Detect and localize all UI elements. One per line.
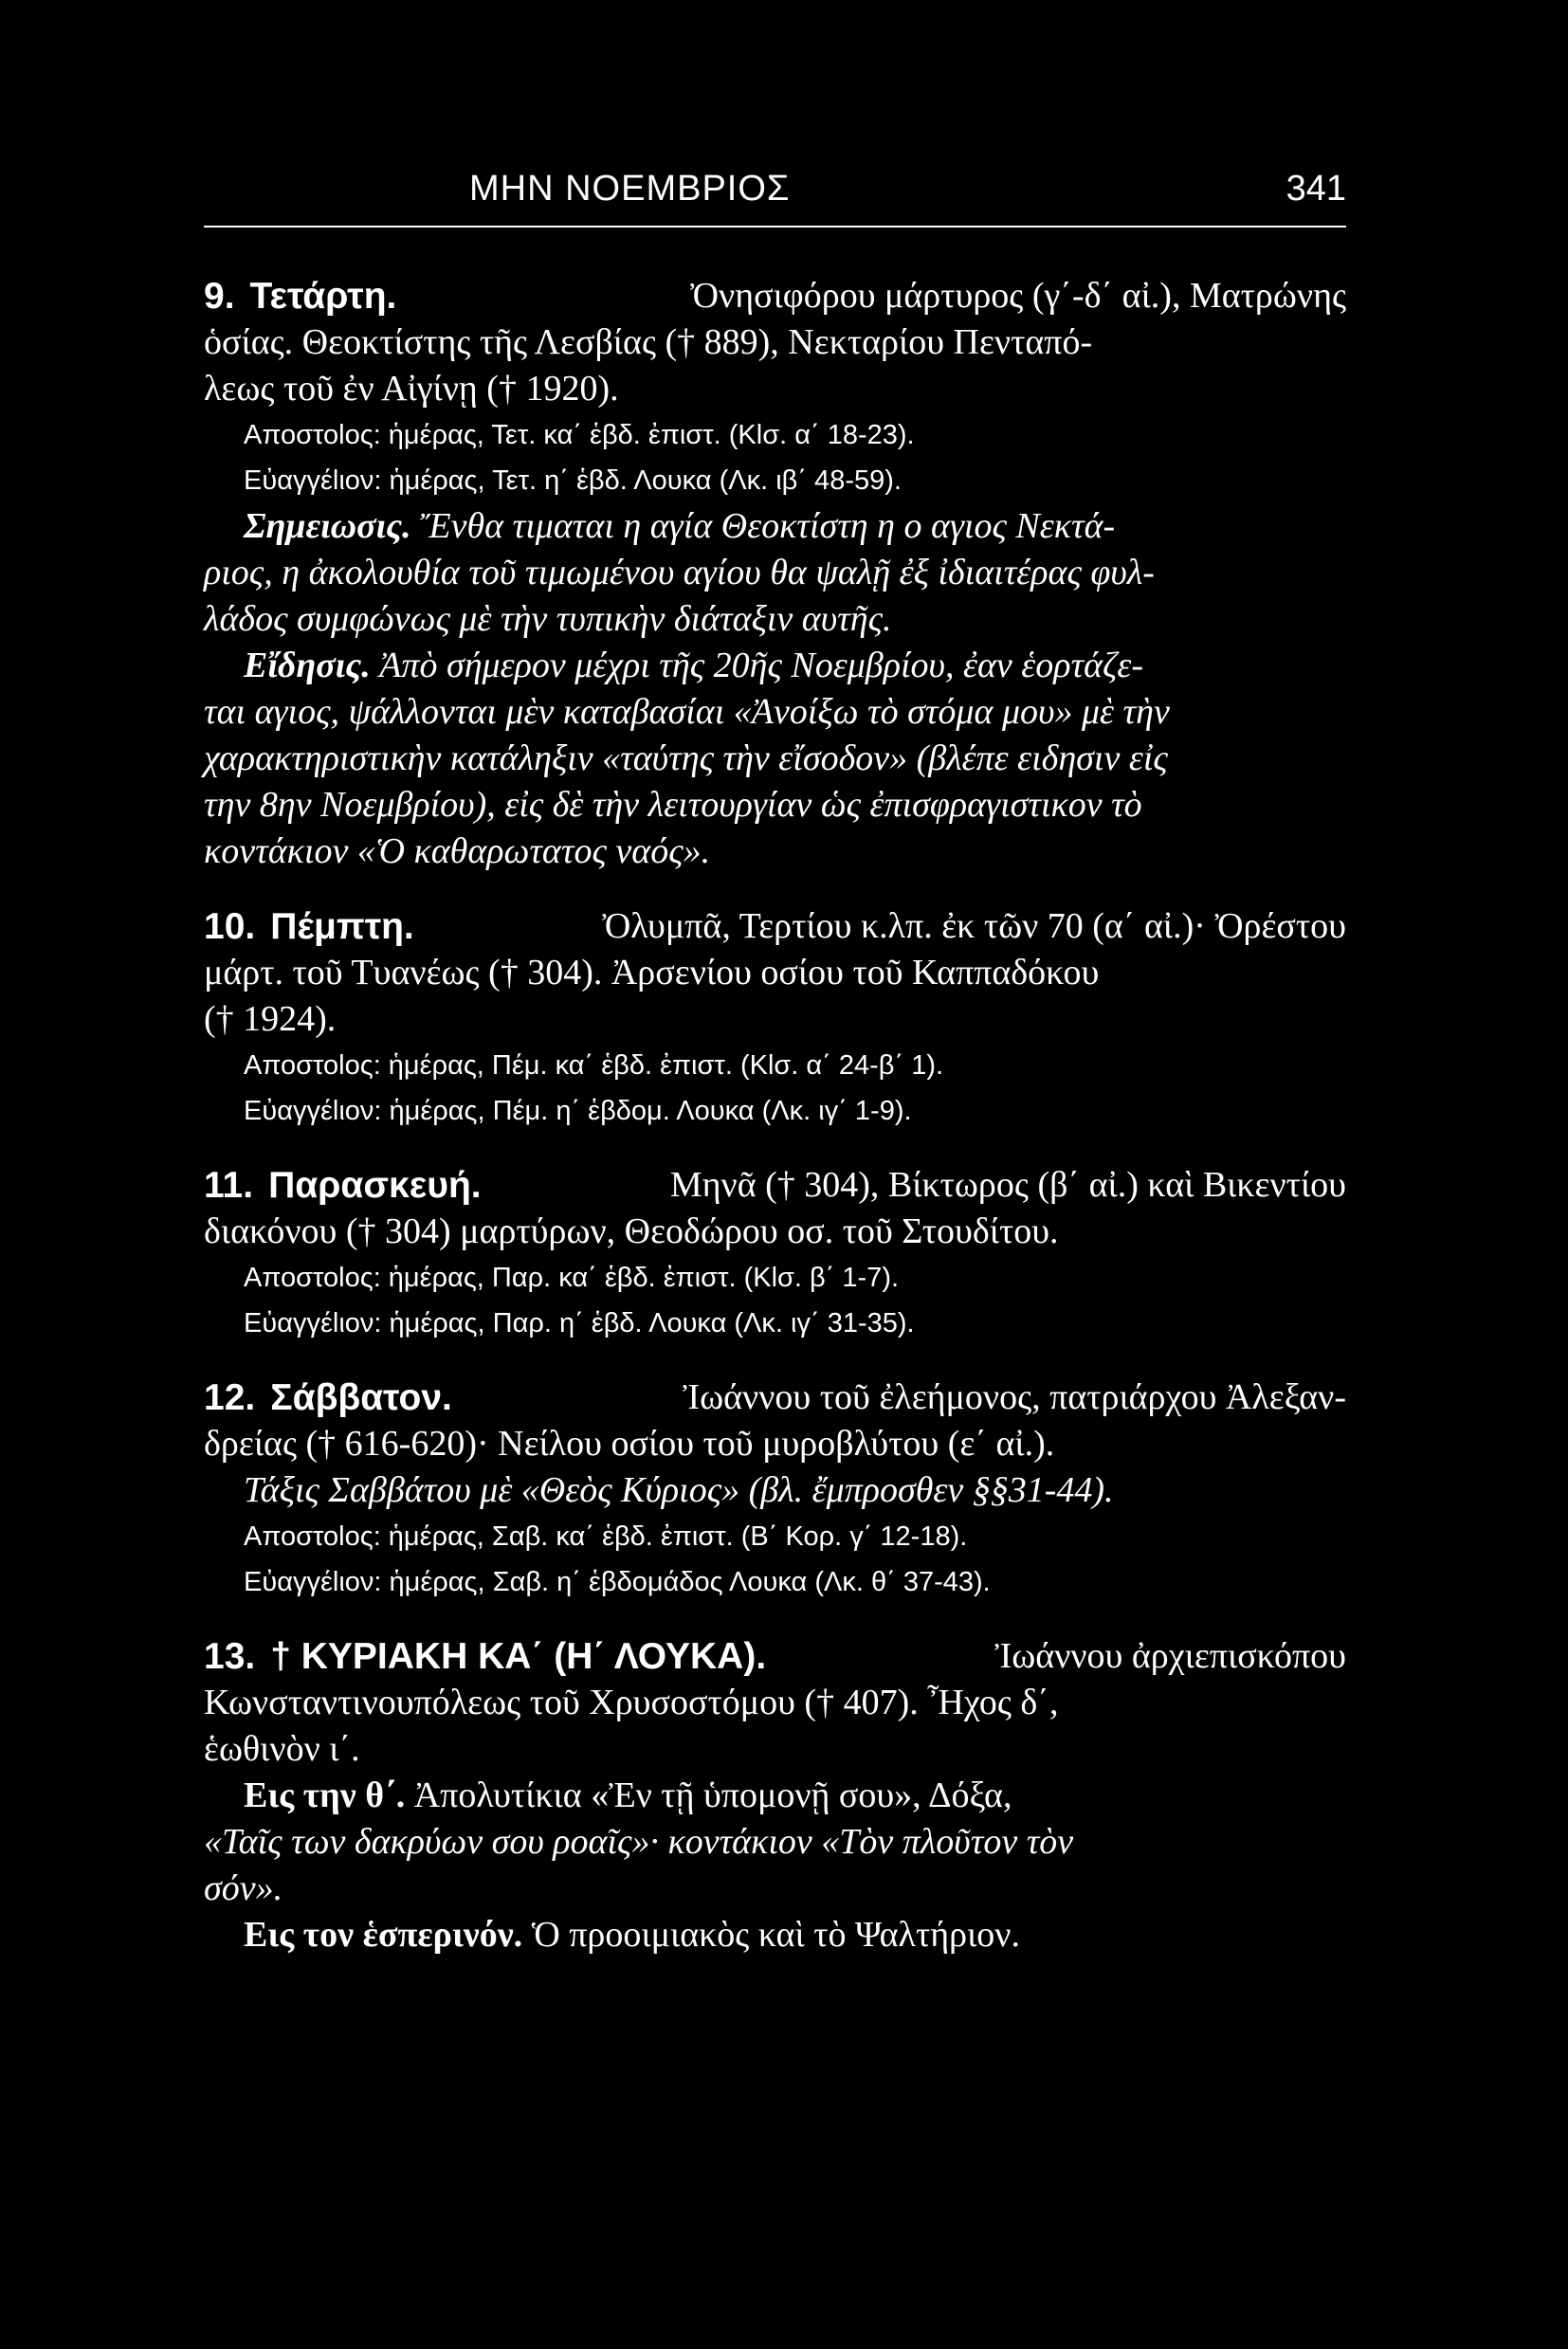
- header-rule: [204, 226, 1346, 228]
- evening-text: Ὁ προοιμιακὸς καὶ τὸ Ψαλτήριον.: [531, 1915, 1020, 1955]
- day-name: Παρασκευή.: [268, 1165, 482, 1206]
- day-number: 9.: [204, 276, 235, 317]
- entry-line: († 1924).: [204, 999, 337, 1039]
- vespers-line: σόν».: [204, 1868, 283, 1908]
- apostolos-reading: Αποστοlος: ἡμέρας, Τετ. κα΄ ἑβδ. ἐπιστ. (Κlσ. α΄ 18-23).: [244, 420, 915, 450]
- apostolos-reading: Αποστοlος: ἡμέρας, Παρ. κα΄ ἑβδ. ἐπιστ. (Κlσ. β΄ 1-7).: [244, 1263, 900, 1293]
- day-name: Σάββατον.: [270, 1377, 452, 1418]
- day-name: Πέμπτη.: [270, 906, 414, 947]
- notice-line: ται αγιος, ψάλλονται μὲν καταβασίαι «Ἀνοίξω τὸ στόμα μου» μὲ τὴν: [204, 692, 1170, 732]
- apostolos-reading: Αποστοlος: ἡμέρας, Σαβ. κα΄ ἑβδ. ἐπιστ. (Β΄ Κορ. γ΄ 12-18).: [244, 1521, 968, 1552]
- notice-line: [204, 643, 1346, 689]
- entry-line: λεως τοῦ ἐν Αἰγίνῃ († 1920).: [204, 369, 619, 409]
- vespers-line: [204, 1773, 1346, 1819]
- day-number: 10.: [204, 906, 256, 947]
- day-number: 11.: [204, 1165, 254, 1206]
- page-header: [204, 169, 1346, 226]
- note-label: Σημειωσις.: [244, 506, 411, 546]
- notice-text: Ἀπὸ σήμερον μέχρι τῆς 20ῆς Νοεμβρίου, ἐαν ἑορτάζε-: [379, 646, 1144, 685]
- entry-day-9: [204, 273, 1346, 875]
- entry-text: Ὀλυμπᾶ, Τερτίου κ.λπ. ἐκ τῶν 70 (α΄ αἰ.)· Ὀρέστου: [602, 906, 1346, 946]
- evening-line: [204, 1912, 1346, 1958]
- entry-line: ἑωθινὸν ι΄.: [204, 1729, 360, 1769]
- day-number: 13.: [204, 1636, 256, 1677]
- gospel-reading: Εὐαγγέlιον: ἡμέρας, Τετ. η΄ ἑβδ. Λουκα (Λκ. ιβ΄ 48-59).: [244, 465, 902, 496]
- entry-day-13: [204, 1633, 1346, 1958]
- gospel-reading: Εὐαγγέlιον: ἡμέρας, Πέμ. η΄ ἑβδομ. Λουκα (Λκ. ιγ΄ 1-9).: [244, 1096, 912, 1126]
- apostolos-reading: Αποστοlος: ἡμέρας, Πέμ. κα΄ ἑβδ. ἐπιστ. (Κlσ. α΄ 24-β΄ 1).: [244, 1050, 944, 1081]
- entry-line: δρείας († 616-620)· Νείλου οσίου τοῦ μυροβλύτου (ε΄ αἰ.).: [204, 1424, 1055, 1464]
- entry-day-10: [204, 903, 1346, 1134]
- page-body: [204, 273, 1346, 1958]
- note-line: ριος, η ἀκολουθία τοῦ τιμωμένου αγίου θα ψαλῇ ἐξ ἰδιαιτέρας φυλ-: [204, 553, 1155, 592]
- notice-line: χαρακτηριστικὴν κατάληξιν «ταύτης τὴν εἴσοδον» (βλέπε ειδησιν εἰς: [204, 738, 1168, 778]
- entry-text: Ἰωάννου τοῦ ἐλεήμονος, πατριάρχου Ἀλεξαν-: [683, 1377, 1346, 1417]
- notice-line: κοντάκιον «Ὁ καθαρωτατος ναός».: [204, 831, 711, 871]
- note-line: [204, 503, 1346, 550]
- running-head: ΜΗΝ ΝΟΕΜΒΡΙΟΣ: [469, 169, 791, 209]
- entry-line: ὁσίας. Θεοκτίστης τῆς Λεσβίας († 889), Νεκταρίου Πενταπό-: [204, 322, 1093, 362]
- entry-day-12: [204, 1375, 1346, 1605]
- page-number: 341: [1285, 169, 1346, 209]
- entry-text: Ἰωάννου ἀρχιεπισκόπου: [994, 1636, 1346, 1676]
- entry-line: Κωνσταντινουπόλεως τοῦ Χρυσοστόμου († 407). Ἦχος δ΄,: [204, 1683, 1059, 1722]
- entry-line: μάρτ. τοῦ Τυανέως († 304). Ἀρσενίου οσίου τοῦ Καππαδόκου: [204, 953, 1100, 992]
- day-name: † ΚΥΡΙΑΚΗ ΚΑ΄ (Η΄ ΛΟΥΚΑ).: [270, 1636, 767, 1677]
- entry-line: [204, 1633, 1346, 1680]
- entry-line: [204, 1162, 1346, 1209]
- notice-label: Εἴδησις.: [244, 646, 371, 685]
- entry-line: [204, 903, 1346, 950]
- day-name: Τετάρτη.: [249, 276, 397, 317]
- entry-text: Ὀνησιφόρου μάρτυρος (γ΄-δ΄ αἰ.), Ματρώνης: [689, 276, 1346, 316]
- vespers-line: «Ταῖς των δακρύων σου ροαῖς»· κοντάκιον «Τὸν πλοῦτον τὸν: [204, 1822, 1074, 1862]
- evening-label: Εις τον ἑσπερινόν.: [244, 1915, 523, 1955]
- note-line: λάδος συμφώνως μὲ τὴν τυπικὴν διάταξιν αυτῆς.: [204, 599, 892, 639]
- entry-line: διακόνου († 304) μαρτύρων, Θεοδώρου οσ. τοῦ Στουδίτου.: [204, 1211, 1059, 1251]
- day-number: 12.: [204, 1377, 256, 1418]
- note-text: Ἔνθα τιμαται η αγία Θεοκτίστη η ο αγιος Νεκτά-: [420, 506, 1116, 546]
- entry-line: [204, 273, 1346, 319]
- taxis-note: Τάξις Σαββάτου μὲ «Θεὸς Κύριος» (βλ. ἔμπροσθεν §§31-44).: [244, 1470, 1114, 1510]
- entry-line: [204, 1375, 1346, 1421]
- vespers-text: Ἀπολυτίκια «Ἐν τῇ ὑπομονῇ σου», Δόξα,: [413, 1775, 1012, 1815]
- entry-day-11: [204, 1162, 1346, 1346]
- vespers-label: Εις την θ΄.: [244, 1775, 406, 1815]
- notice-line: την 8ην Νοεμβρίου), εἰς δὲ τὴν λειτουργίαν ὡς ἐπισφραγιστικον τὸ: [204, 785, 1142, 825]
- gospel-reading: Εὐαγγέlιον: ἡμέρας, Σαβ. η΄ ἑβδομάδος Λουκα (Λκ. θ΄ 37-43).: [244, 1567, 991, 1597]
- gospel-reading: Εὐαγγέlιον: ἡμέρας, Παρ. η΄ ἑβδ. Λουκα (Λκ. ιγ΄ 31-35).: [244, 1308, 915, 1338]
- entry-text: Μηνᾶ († 304), Βίκτωρος (β΄ αἰ.) καὶ Βικεντίου: [669, 1165, 1346, 1205]
